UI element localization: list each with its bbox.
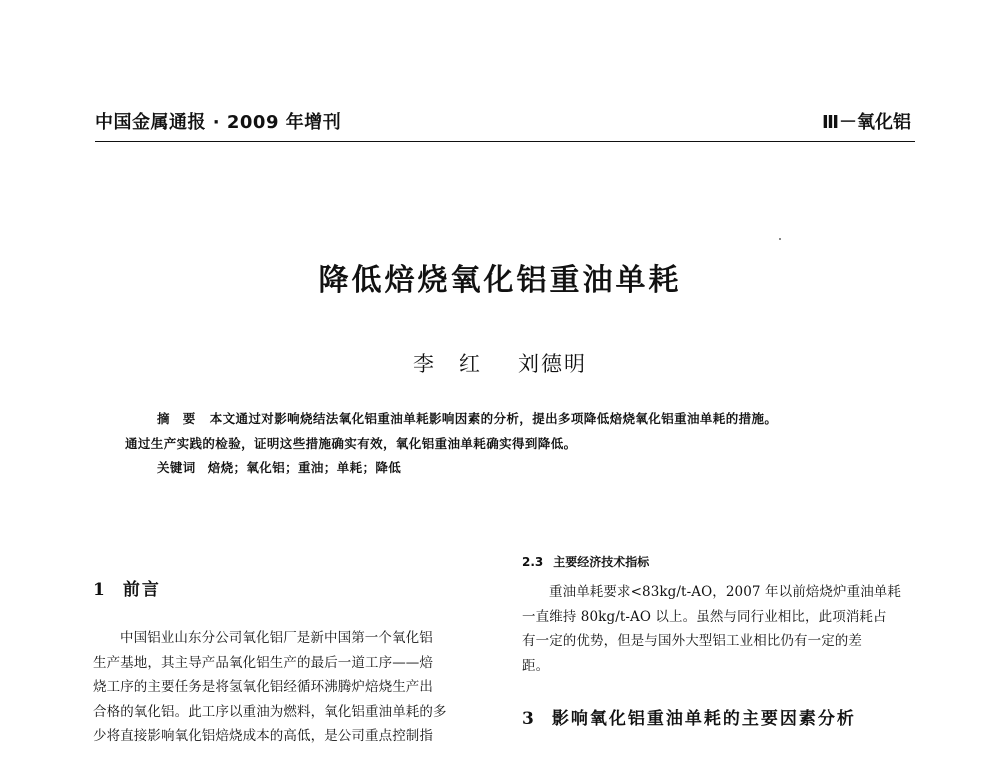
author-name: 刘德明 [518, 352, 587, 376]
paragraph-line: 生产基地，其主导产品氧化铝生产的最后一道工序——焙 [93, 654, 433, 671]
keywords [157, 458, 401, 476]
running-header [95, 108, 915, 138]
section-number: 1 [93, 580, 107, 600]
body-paragraph [93, 626, 493, 749]
subsection-title: 主要经济技术指标 [553, 555, 650, 569]
section-number: 3 [522, 709, 536, 729]
paragraph-line: 合格的氧化铝。此工序以重油为燃料，氧化铝重油单耗的多 [93, 703, 447, 720]
paragraph-line: 距。 [522, 657, 550, 674]
abstract-text: 本文通过对影响烧结法氧化铝重油单耗影响因素的分析，提出多项降低焙烧氧化铝重油单耗的措施。 [209, 411, 778, 426]
right-column [522, 553, 922, 729]
journal-section: Ⅲ－氧化铝 [821, 112, 911, 133]
scan-speck [779, 238, 781, 240]
journal-name: 中国金属通报 · 2009 年增刊 [95, 112, 342, 133]
article-authors [0, 348, 1000, 378]
body-paragraph [522, 580, 922, 678]
abstract-line [125, 406, 915, 431]
paragraph-line: 少将直接影响氧化铝焙烧成本的高低，是公司重点控制指 [93, 728, 433, 744]
keywords-label: 关键词 [157, 460, 196, 475]
paragraph-line: 重油单耗要求<83kg/t-AO，2007 年以前焙烧炉重油单耗 [549, 584, 902, 600]
section-title: 影响氧化铝重油单耗的主要因素分析 [551, 709, 856, 729]
abstract-label: 摘 要 [157, 411, 196, 426]
author-name: 李 红 [413, 352, 482, 376]
abstract-line: 通过生产实践的检验，证明这些措施确实有效，氧化铝重油单耗确实得到降低。 [125, 436, 577, 451]
section-title: 前言 [122, 580, 161, 600]
keywords-text: 焙烧；氧化铝；重油；单耗；降低 [207, 460, 402, 475]
subsection-heading-2-3 [522, 553, 922, 570]
paragraph-line: 有一定的优势，但是与国外大型铝工业相比仍有一定的差 [522, 633, 862, 649]
paragraph-line: 烧工序的主要任务是将氢氧化铝经循环沸腾炉焙烧生产出 [93, 679, 433, 695]
section-heading-1 [93, 575, 493, 600]
abstract [125, 406, 915, 456]
paragraph-line: 一直维持 80kg/t-AO 以上。虽然与同行业相比，此项消耗占 [522, 608, 887, 625]
section-heading-3 [522, 704, 922, 729]
subsection-number: 2.3 [522, 555, 544, 569]
header-rule [95, 141, 915, 142]
article-title: 降低焙烧氧化铝重油单耗 [318, 263, 682, 298]
left-column [93, 575, 493, 749]
paragraph-line: 中国铝业山东分公司氧化铝厂是新中国第一个氧化铝 [120, 630, 433, 646]
